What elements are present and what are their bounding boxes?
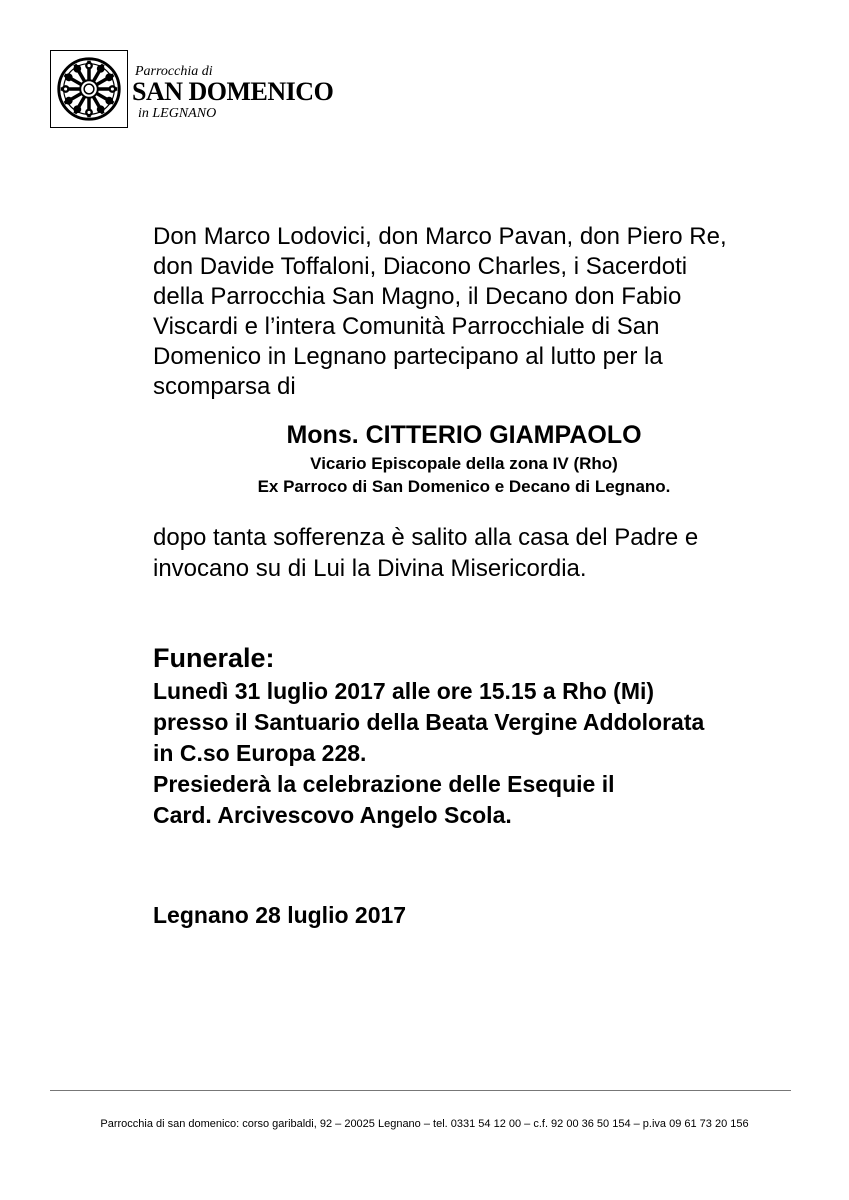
intro-paragraph bbox=[153, 222, 793, 402]
intro-line: scomparsa di bbox=[153, 373, 296, 400]
after-line: invocano su di Lui la Divina Misericordia. bbox=[153, 555, 587, 582]
rose-window-logo-icon bbox=[50, 50, 128, 128]
intro-line: Domenico in Legnano partecipano al lutto per la bbox=[153, 343, 663, 370]
funeral-line: in C.so Europa 228. bbox=[153, 740, 367, 766]
funeral-line: presso il Santuario della Beata Vergine Addolorata bbox=[153, 709, 705, 735]
footer-address: Parrocchia di san domenico: corso garibaldi, 92 – 20025 Legnano – tel. 0331 54 12 00 – c.f. 92 00 36 50 154 – p.iva 09 61 73 20 156 bbox=[100, 1118, 749, 1130]
letterhead bbox=[50, 50, 450, 130]
deceased-name: Mons. CITTERIO GIAMPAOLO bbox=[286, 421, 642, 449]
funeral-line: Lunedì 31 luglio 2017 alle ore 15.15 a Rho (Mi) bbox=[153, 678, 655, 704]
intro-line: Viscardi e l’intera Comunità Parrocchiale di San bbox=[153, 313, 660, 340]
deceased-role-1: Vicario Episcopale della zona IV (Rho) bbox=[310, 454, 618, 473]
parish-prefix: Parrocchia di bbox=[135, 64, 213, 79]
funeral-block bbox=[153, 640, 813, 831]
deceased-block bbox=[153, 418, 793, 498]
parish-city: in LEGNANO bbox=[138, 106, 217, 121]
deceased-role-2: Ex Parroco di San Domenico e Decano di Legnano. bbox=[257, 477, 671, 496]
parish-name: SAN DOMENICO bbox=[132, 77, 334, 106]
after-paragraph bbox=[153, 522, 793, 584]
funeral-line: Presiederà la celebrazione delle Esequie il bbox=[153, 771, 615, 797]
footer-divider bbox=[50, 1090, 791, 1091]
intro-line: Don Marco Lodovici, don Marco Pavan, don Piero Re, bbox=[153, 223, 727, 250]
intro-line: don Davide Toffaloni, Diacono Charles, i Sacerdoti bbox=[153, 253, 688, 280]
funeral-line: Card. Arcivescovo Angelo Scola. bbox=[153, 802, 512, 828]
place-date: Legnano 28 luglio 2017 bbox=[153, 902, 407, 928]
intro-line: della Parrocchia San Magno, il Decano don Fabio bbox=[153, 283, 682, 310]
after-line: dopo tanta sofferenza è salito alla casa del Padre e bbox=[153, 524, 699, 551]
funeral-heading: Funerale: bbox=[153, 643, 275, 673]
